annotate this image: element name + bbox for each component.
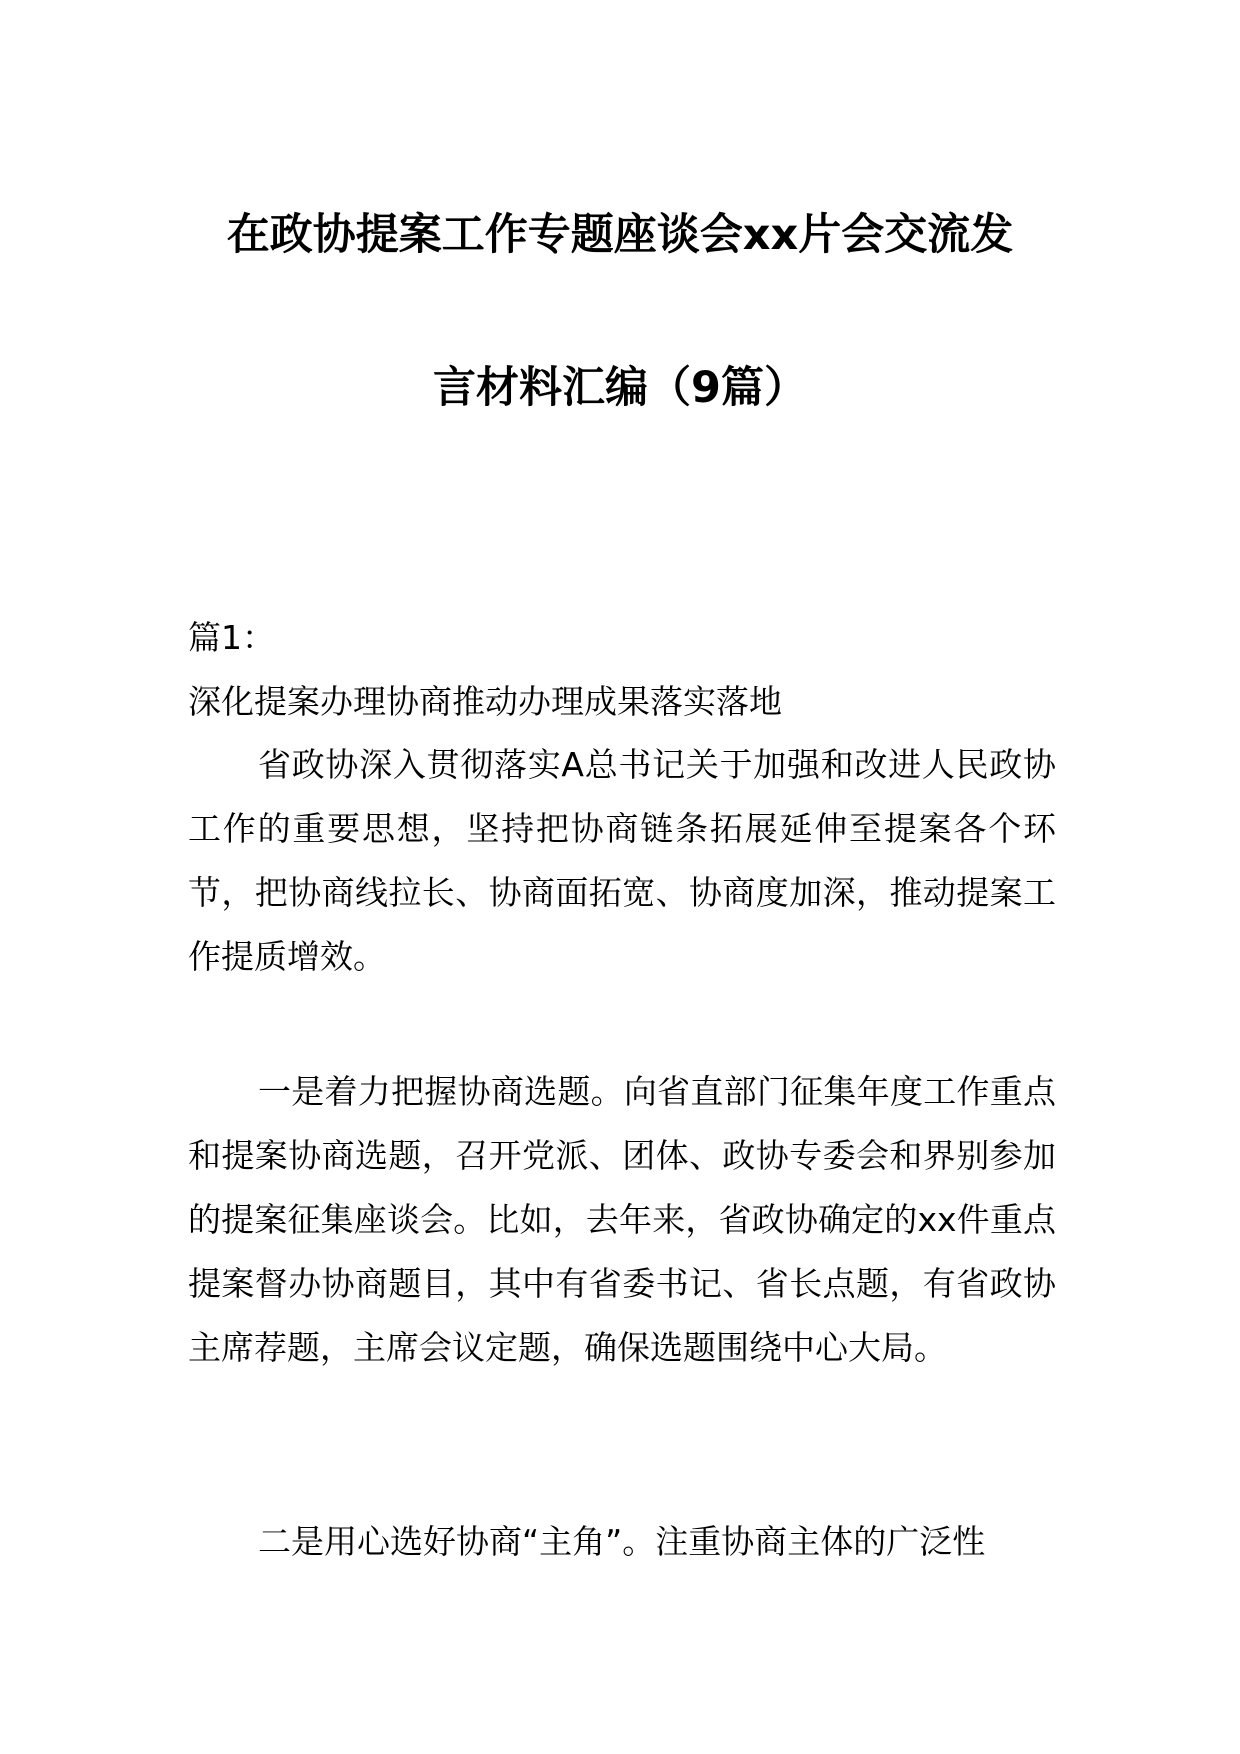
paragraph-point-two: 二是用心选好协商“主角”。注重协商主体的广泛性 xyxy=(258,1522,986,1561)
section-title: 深化提案办理协商推动办理成果落实落地 xyxy=(188,682,782,721)
paragraph-intro: 省政协深入贯彻落实A总书记关于加强和改进人民政协工作的重要思想，坚持把协商链条拓展延伸至提案各个环节，把协商线拉长、协商面拓宽、协商度加深，推动提案工作提质增效。 xyxy=(188,745,1056,976)
document-title-line-1: 在政协提案工作专题座谈会xx片会交流发 xyxy=(226,210,1014,260)
document-title-line-2: 言材料汇编（9篇） xyxy=(433,363,807,413)
paragraph-point-one: 一是着力把握协商选题。向省直部门征集年度工作重点和提案协商选题，召开党派、团体、政协专委会和界别参加的提案征集座谈会。比如，去年来，省政协确定的xx件重点提案督办协商题目，其中有省委书记、省长点题，有省政协主席荐题，主席会议定题，确保选题围绕中心大局。 xyxy=(188,1072,1056,1367)
section-label: 篇1： xyxy=(188,618,275,657)
